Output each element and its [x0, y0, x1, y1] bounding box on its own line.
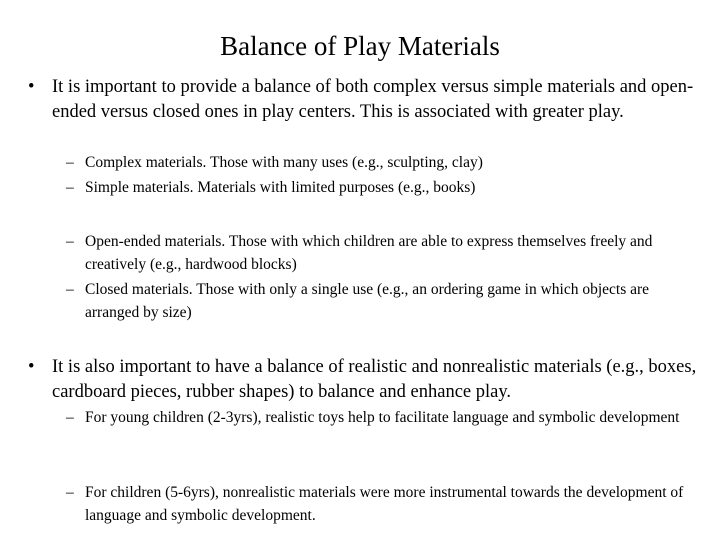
- sub-bullet-item: [66, 278, 695, 324]
- sub-bullet-item: [66, 176, 695, 199]
- sub-bullet-text: Simple materials. Materials with limited purposes (e.g., books): [85, 179, 476, 196]
- bullet-item: [28, 355, 702, 405]
- sub-bullet-text: Complex materials. Those with many uses (e.g., sculpting, clay): [85, 154, 483, 171]
- bullet-item: [28, 75, 702, 125]
- dash-marker: –: [66, 281, 74, 298]
- bullet-marker: •: [28, 357, 35, 377]
- bullet-text: It is important to provide a balance of both complex versus simple materials and open-ended versus closed ones in play centers. This is associated with greater play.: [52, 77, 694, 122]
- dash-marker: –: [66, 233, 74, 250]
- sub-bullet-text: Closed materials. Those with only a single use (e.g., an ordering game in which objects are arranged by size): [85, 281, 650, 321]
- slide-title: Balance of Play Materials: [220, 31, 500, 61]
- bullet-marker: •: [28, 77, 35, 97]
- dash-marker: –: [66, 484, 74, 501]
- sub-bullet-item: [66, 406, 695, 429]
- bullet-text: It is also important to have a balance of realistic and nonrealistic materials (e.g., boxes, cardboard pieces, rubber shapes) to balance and enhance play.: [52, 357, 697, 402]
- sub-bullet-item: [66, 230, 695, 276]
- dash-marker: –: [66, 409, 74, 426]
- sub-bullet-item: [66, 151, 695, 174]
- dash-marker: –: [66, 179, 74, 196]
- sub-bullet-text: For young children (2-3yrs), realistic toys help to facilitate language and symbolic development: [85, 409, 680, 426]
- sub-bullet-item: [66, 481, 695, 527]
- sub-bullet-text: For children (5-6yrs), nonrealistic materials were more instrumental towards the development of language and symbolic development.: [85, 484, 684, 524]
- sub-bullet-text: Open-ended materials. Those with which children are able to express themselves freely and creatively (e.g., hardwood blocks): [85, 233, 653, 273]
- dash-marker: –: [66, 154, 74, 171]
